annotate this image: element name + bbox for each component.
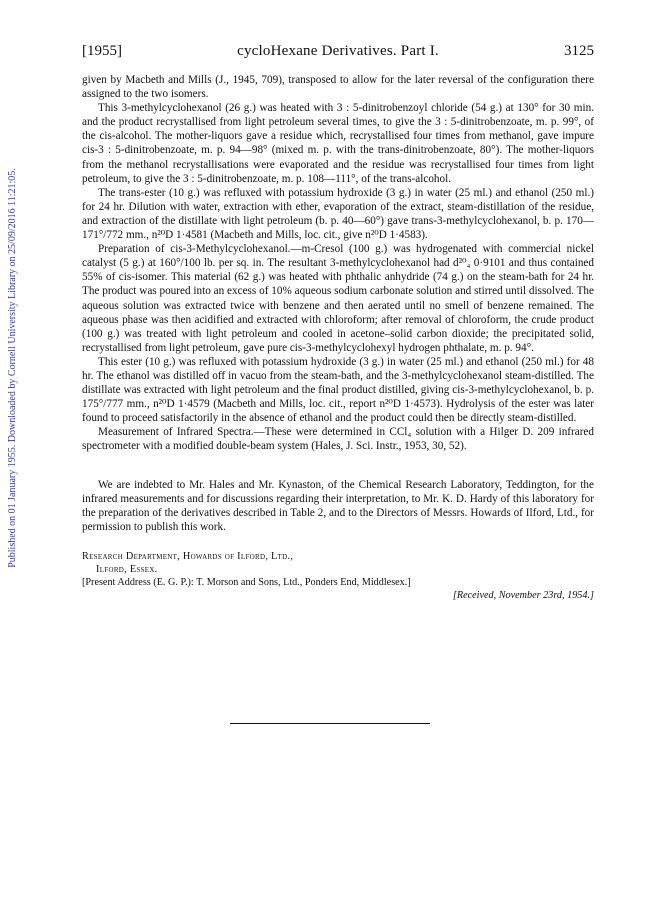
paragraph: This ester (10 g.) was refluxed with potassium hydroxide (3 g.) in water (25 ml.) and ethanol (250 ml.) for 48 hr. The ethanol was distilled off in vacuo from the steam-bath, and the 3-methylcyclohexanol steam-distilled. The distillate was extracted with light petroleum and the final product distilled, giving cis-3-methylcyclohexanol, b. p. 175°/777 mm., n²⁰D 1·4579 (Macbeth and Mills, loc. cit., report n²⁰D 1·4573). Hydrolysis of the ester was later found to proceed satisfactorily in the absence of ethanol and the product could then be directly steam-distilled.: [82, 355, 594, 425]
paragraph: given by Macbeth and Mills (J., 1945, 709), transposed to allow for the later reversal of the configuration there assigned to the two isomers.: [82, 74, 594, 101]
acknowledgement: We are indebted to Mr. Hales and Mr. Kynaston, of the Chemical Research Laboratory, Teddington, for the infrared measurements and for discussions regarding their interpretation, to Mr. K. D. Hardy of this laboratory for the preparation of the derivatives described in Table 2, and to the Directors of Messrs. Howards of Ilford, Ltd., for permission to publish this work.: [82, 478, 594, 533]
running-header: [82, 43, 594, 61]
paragraph: Preparation of cis-3-Methylcyclohexanol.—m-Cresol (100 g.) was hydrogenated with commercial nickel catalyst (5 g.) at 160°/100 lb. per sq. in. The resultant 3-methylcyclohexanol had d²⁰₄ 0·9101 and thus contained 55% of cis-isomer. This material (62 g.) was heated with phthalic anhydride (74 g.) on the steam-bath for 24 hr. The product was poured into an excess of 10% aqueous sodium carbonate solution and stirred until dissolved. The aqueous solution was extracted twice with benzene and then aerated until no smell of benzene remained. The aqueous phase was then acidified and extracted with chloroform; after removal of chloroform, the crude product (100 g.) was treated with light petroleum and cooled in acetone–solid carbon dioxide; the precipitated solid, recrystallised from light petroleum, gave pure cis-3-methylcyclohexyl hydrogen phthalate, m. p. 94°.: [82, 243, 594, 354]
paragraph: The trans-ester (10 g.) was refluxed with potassium hydroxide (3 g.) in water (25 ml.) and ethanol (250 ml.) for 24 hr. Dilution with water, extraction with ether, evaporation of the extract, steam-distillation of the residue, and extraction of the distillate with light petroleum (b. p. 40—60°) gave trans-3-methylcyclohexanol, b. p. 170—171°/772 mm., n²⁰D 1·4581 (Macbeth and Mills, loc. cit., give n²⁰D 1·4583).: [82, 186, 594, 242]
download-watermark-text: Published on 01 January 1955. Downloaded by Cornell University Library on 25/09/2016 11:21:05.: [7, 168, 18, 568]
present-address: [Present Address (E. G. P.): T. Morson and Sons, Ltd., Ponders End, Middlesex.]: [82, 576, 411, 588]
received-date: [Received, November 23rd, 1954.]: [452, 589, 594, 601]
paragraph: This 3-methylcyclohexanol (26 g.) was heated with 3 : 5-dinitrobenzoyl chloride (54 g.) at 130° for 30 min. and the product recrystallised from light petroleum several times, to give the 3 : 5-dinitrobenzoate, m. p. 99°, of the cis-alcohol. The mother-liquors gave a residue which, recrystallised four times from methanol, gave impure cis-3 : 5-dinitrobenzoate, m. p. 94—98° (mixed m. p. with the trans-dinitrobenzoate, 80°). The mother-liquors from the methanol recrystallisations were evaporated and the residue was recrystallised four times from light petroleum, to give the 3 : 5-dinitrobenzoate, m. p. 108—111°, of the trans-alcohol.: [82, 102, 594, 185]
end-rule: [230, 723, 430, 724]
address-line: Ilford, Essex.: [96, 563, 158, 575]
paragraph: Measurement of Infrared Spectra.—These were determined in CCl₄ solution with a Hilger D. 209 infrared spectrometer with a modified double-beam system (Hales, J. Sci. Instr., 1953, 30, 52).: [82, 426, 594, 453]
download-watermark: [6, 58, 20, 678]
header-title: cycloHexane Derivatives. Part I.: [237, 43, 439, 59]
author-address: [82, 550, 594, 602]
header-year: [1955]: [82, 43, 122, 59]
page-number: 3125: [564, 43, 594, 59]
article-body: [82, 73, 594, 602]
address-line: Research Department, Howards of Ilford, Ltd.,: [82, 550, 294, 562]
